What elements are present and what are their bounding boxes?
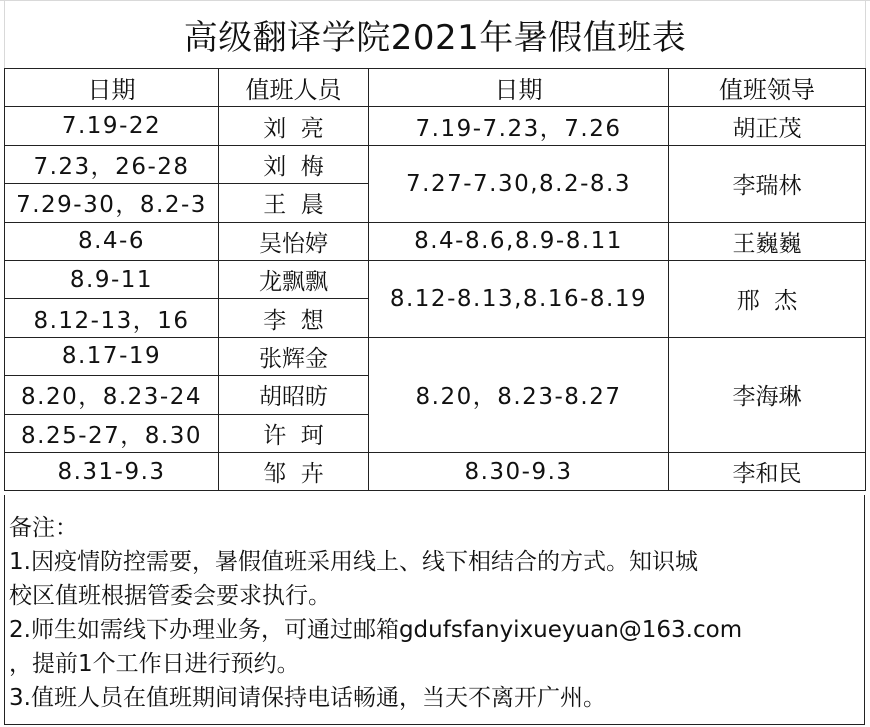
table-row [5, 145, 866, 183]
note-line: 2.师生如需线下办理业务，可通过邮箱gdufsfanyixueyuan@163.com [9, 617, 743, 643]
staff-name-cell: 吴怡婷 [219, 222, 369, 260]
header-staff: 值班人员 [219, 69, 369, 107]
header-leader: 值班领导 [669, 69, 866, 107]
leader-date-cell: 8.4-8.6,8.9-8.11 [369, 222, 669, 260]
note-line: ，提前1个工作日进行预约。 [9, 651, 300, 677]
staff-date-cell: 7.29-30，8.2-3 [5, 184, 219, 222]
staff-name-cell: 胡昭昉 [219, 376, 369, 414]
staff-date-cell: 8.31-9.3 [5, 452, 219, 490]
staff-date-cell: 8.17-19 [5, 337, 219, 375]
header-leader-date: 日期 [369, 69, 669, 107]
leader-date-cell: 7.19-7.23，7.26 [369, 107, 669, 145]
staff-date-cell: 7.23，26-28 [5, 145, 219, 183]
staff-name-cell: 龙飘飘 [219, 260, 369, 298]
note-line: 3.值班人员在值班期间请保持电话畅通，当天不离开广州。 [9, 685, 606, 711]
note-line: 校区值班根据管委会要求执行。 [9, 583, 331, 609]
staff-name-cell: 刘 梅 [219, 145, 369, 183]
staff-date-cell: 8.25-27，8.30 [5, 414, 219, 452]
leader-date-cell: 8.12-8.13,8.16-8.19 [369, 260, 669, 337]
table-row [5, 260, 866, 298]
staff-date-cell: 7.19-22 [5, 107, 219, 145]
leader-date-cell: 8.30-9.3 [369, 452, 669, 490]
leader-date-cell: 7.27-7.30,8.2-8.3 [369, 145, 669, 222]
sheet-title: 高级翻译学院2021年暑假值班表 [183, 17, 687, 58]
header-row [5, 69, 866, 107]
leader-name-cell: 李瑞林 [669, 145, 866, 222]
leader-name-cell: 李海琳 [669, 337, 866, 452]
leader-name-cell: 胡正茂 [669, 107, 866, 145]
staff-name-cell: 李 想 [219, 299, 369, 337]
staff-name-cell: 许 珂 [219, 414, 369, 452]
notes-heading: 备注： [9, 515, 78, 541]
staff-name-cell: 邹 卉 [219, 452, 369, 490]
staff-date-cell: 8.9-11 [5, 260, 219, 298]
header-date: 日期 [5, 69, 219, 107]
staff-date-cell: 8.12-13，16 [5, 299, 219, 337]
leader-name-cell: 王巍巍 [669, 222, 866, 260]
staff-name-cell: 王 晨 [219, 184, 369, 222]
table-row [5, 107, 866, 145]
table-row [5, 452, 866, 490]
table-row [5, 337, 866, 375]
leader-name-cell: 李和民 [669, 452, 866, 490]
staff-date-cell: 8.20，8.23-24 [5, 376, 219, 414]
notes-section [4, 495, 865, 725]
table-row [5, 222, 866, 260]
leader-date-cell: 8.20，8.23-8.27 [369, 337, 669, 452]
staff-name-cell: 张辉金 [219, 337, 369, 375]
leader-name-cell: 邢 杰 [669, 260, 866, 337]
staff-name-cell: 刘 亮 [219, 107, 369, 145]
duty-table [4, 68, 866, 491]
staff-date-cell: 8.4-6 [5, 222, 219, 260]
note-line: 1.因疫情防控需要，暑假值班采用线上、线下相结合的方式。知识城 [9, 549, 698, 575]
